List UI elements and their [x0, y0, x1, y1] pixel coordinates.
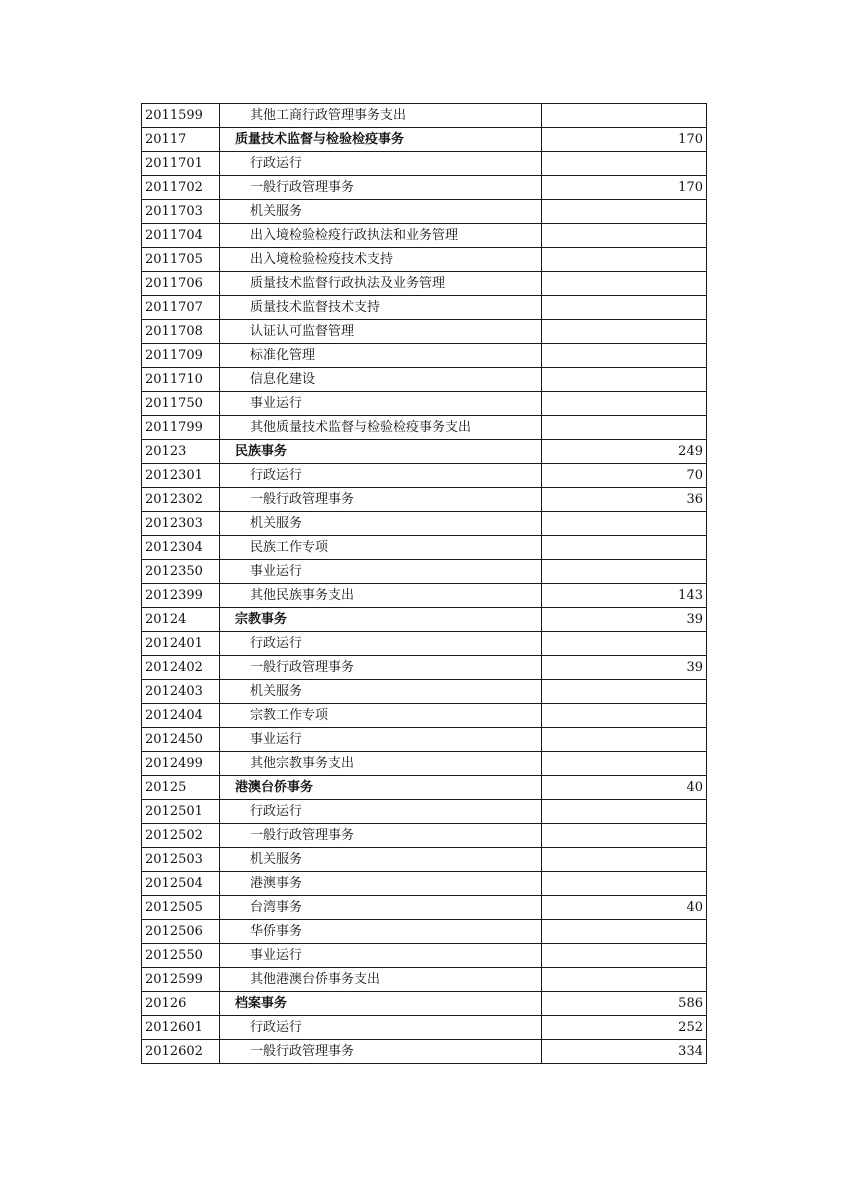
- table-row: [142, 1040, 707, 1064]
- subject-code-cell: 2012450: [142, 728, 220, 752]
- table-row: [142, 296, 707, 320]
- subject-code-cell: 2012502: [142, 824, 220, 848]
- table-row: [142, 680, 707, 704]
- table-row: [142, 560, 707, 584]
- subject-name-cell: 质量技术监督与检验检疫事务: [220, 128, 542, 152]
- amount-cell: 36: [542, 488, 707, 512]
- subject-code-cell: 2012401: [142, 632, 220, 656]
- subject-code-cell: 2012503: [142, 848, 220, 872]
- table-row: [142, 248, 707, 272]
- table-row: [142, 632, 707, 656]
- subject-name-cell: 行政运行: [220, 464, 542, 488]
- subject-code-cell: 2012303: [142, 512, 220, 536]
- table-row: [142, 872, 707, 896]
- subject-code-cell: 2011709: [142, 344, 220, 368]
- amount-cell: 40: [542, 896, 707, 920]
- subject-code-cell: 2012499: [142, 752, 220, 776]
- subject-code-cell: 2011710: [142, 368, 220, 392]
- subject-name-cell: 其他宗教事务支出: [220, 752, 542, 776]
- table-row: [142, 488, 707, 512]
- table-row: [142, 224, 707, 248]
- subject-code-cell: 2011703: [142, 200, 220, 224]
- category-row: [142, 776, 707, 800]
- table-row: [142, 416, 707, 440]
- subject-name-cell: 事业运行: [220, 728, 542, 752]
- amount-cell: 252: [542, 1016, 707, 1040]
- subject-code-cell: 2012599: [142, 968, 220, 992]
- table-row: [142, 320, 707, 344]
- amount-cell: [542, 944, 707, 968]
- subject-code-cell: 2012350: [142, 560, 220, 584]
- table-row: [142, 152, 707, 176]
- subject-code-cell: 2011702: [142, 176, 220, 200]
- amount-cell: [542, 320, 707, 344]
- table-row: [142, 896, 707, 920]
- subject-code-cell: 2012403: [142, 680, 220, 704]
- table-row: [142, 944, 707, 968]
- amount-cell: [542, 416, 707, 440]
- table-row: [142, 104, 707, 128]
- amount-cell: 170: [542, 176, 707, 200]
- amount-cell: [542, 800, 707, 824]
- subject-code-cell: 2012504: [142, 872, 220, 896]
- subject-name-cell: 宗教事务: [220, 608, 542, 632]
- subject-code-cell: 2012402: [142, 656, 220, 680]
- table-row: [142, 752, 707, 776]
- subject-name-cell: 民族事务: [220, 440, 542, 464]
- category-row: [142, 992, 707, 1016]
- subject-name-cell: 台湾事务: [220, 896, 542, 920]
- subject-code-cell: 2012550: [142, 944, 220, 968]
- subject-name-cell: 标准化管理: [220, 344, 542, 368]
- amount-cell: 586: [542, 992, 707, 1016]
- subject-code-cell: 2011799: [142, 416, 220, 440]
- subject-name-cell: 行政运行: [220, 632, 542, 656]
- subject-code-cell: 20124: [142, 608, 220, 632]
- subject-code-cell: 2012399: [142, 584, 220, 608]
- subject-name-cell: 一般行政管理事务: [220, 656, 542, 680]
- amount-cell: [542, 680, 707, 704]
- subject-name-cell: 机关服务: [220, 848, 542, 872]
- table-row: [142, 512, 707, 536]
- subject-code-cell: 2011704: [142, 224, 220, 248]
- amount-cell: [542, 536, 707, 560]
- subject-code-cell: 2012404: [142, 704, 220, 728]
- amount-cell: 143: [542, 584, 707, 608]
- table-row: [142, 968, 707, 992]
- subject-name-cell: 行政运行: [220, 800, 542, 824]
- amount-cell: [542, 296, 707, 320]
- table-row: [142, 368, 707, 392]
- amount-cell: [542, 872, 707, 896]
- table-row: [142, 728, 707, 752]
- amount-cell: 40: [542, 776, 707, 800]
- subject-name-cell: 其他港澳台侨事务支出: [220, 968, 542, 992]
- subject-name-cell: 民族工作专项: [220, 536, 542, 560]
- subject-name-cell: 出入境检验检疫技术支持: [220, 248, 542, 272]
- table-row: [142, 536, 707, 560]
- amount-cell: [542, 344, 707, 368]
- category-row: [142, 128, 707, 152]
- subject-code-cell: 20126: [142, 992, 220, 1016]
- amount-cell: 170: [542, 128, 707, 152]
- table-row: [142, 176, 707, 200]
- table-row: [142, 200, 707, 224]
- table-row: [142, 392, 707, 416]
- amount-cell: 70: [542, 464, 707, 488]
- table-row: [142, 656, 707, 680]
- subject-code-cell: 2011707: [142, 296, 220, 320]
- amount-cell: [542, 200, 707, 224]
- subject-code-cell: 20125: [142, 776, 220, 800]
- amount-cell: [542, 368, 707, 392]
- subject-name-cell: 质量技术监督行政执法及业务管理: [220, 272, 542, 296]
- subject-name-cell: 档案事务: [220, 992, 542, 1016]
- amount-cell: 334: [542, 1040, 707, 1064]
- amount-cell: [542, 560, 707, 584]
- amount-cell: 39: [542, 656, 707, 680]
- subject-code-cell: 2011706: [142, 272, 220, 296]
- amount-cell: [542, 632, 707, 656]
- amount-cell: [542, 512, 707, 536]
- budget-table-body: [142, 104, 707, 1064]
- category-row: [142, 608, 707, 632]
- subject-name-cell: 其他民族事务支出: [220, 584, 542, 608]
- subject-name-cell: 质量技术监督技术支持: [220, 296, 542, 320]
- table-row: [142, 848, 707, 872]
- subject-name-cell: 华侨事务: [220, 920, 542, 944]
- subject-name-cell: 出入境检验检疫行政执法和业务管理: [220, 224, 542, 248]
- subject-name-cell: 一般行政管理事务: [220, 176, 542, 200]
- amount-cell: [542, 104, 707, 128]
- amount-cell: [542, 824, 707, 848]
- subject-name-cell: 事业运行: [220, 392, 542, 416]
- subject-name-cell: 一般行政管理事务: [220, 824, 542, 848]
- subject-name-cell: 机关服务: [220, 512, 542, 536]
- subject-name-cell: 港澳事务: [220, 872, 542, 896]
- subject-code-cell: 20123: [142, 440, 220, 464]
- amount-cell: [542, 272, 707, 296]
- subject-name-cell: 行政运行: [220, 1016, 542, 1040]
- subject-code-cell: 2012505: [142, 896, 220, 920]
- amount-cell: [542, 224, 707, 248]
- amount-cell: [542, 848, 707, 872]
- table-row: [142, 272, 707, 296]
- amount-cell: [542, 152, 707, 176]
- subject-code-cell: 2012302: [142, 488, 220, 512]
- budget-table: [141, 103, 707, 1064]
- subject-code-cell: 2012602: [142, 1040, 220, 1064]
- subject-code-cell: 2012506: [142, 920, 220, 944]
- subject-code-cell: 2012601: [142, 1016, 220, 1040]
- table-row: [142, 584, 707, 608]
- subject-code-cell: 2011705: [142, 248, 220, 272]
- amount-cell: [542, 968, 707, 992]
- subject-code-cell: 2011599: [142, 104, 220, 128]
- amount-cell: [542, 728, 707, 752]
- table-row: [142, 704, 707, 728]
- subject-name-cell: 行政运行: [220, 152, 542, 176]
- subject-code-cell: 20117: [142, 128, 220, 152]
- subject-code-cell: 2011708: [142, 320, 220, 344]
- subject-name-cell: 信息化建设: [220, 368, 542, 392]
- subject-name-cell: 事业运行: [220, 560, 542, 584]
- amount-cell: [542, 392, 707, 416]
- amount-cell: 39: [542, 608, 707, 632]
- subject-code-cell: 2011701: [142, 152, 220, 176]
- table-row: [142, 1016, 707, 1040]
- subject-name-cell: 认证认可监督管理: [220, 320, 542, 344]
- table-row: [142, 824, 707, 848]
- table-row: [142, 344, 707, 368]
- subject-code-cell: 2012301: [142, 464, 220, 488]
- table-row: [142, 920, 707, 944]
- table-row: [142, 800, 707, 824]
- subject-code-cell: 2012304: [142, 536, 220, 560]
- subject-name-cell: 其他质量技术监督与检验检疫事务支出: [220, 416, 542, 440]
- subject-code-cell: 2011750: [142, 392, 220, 416]
- subject-name-cell: 机关服务: [220, 680, 542, 704]
- amount-cell: [542, 920, 707, 944]
- subject-code-cell: 2012501: [142, 800, 220, 824]
- subject-name-cell: 港澳台侨事务: [220, 776, 542, 800]
- subject-name-cell: 其他工商行政管理事务支出: [220, 104, 542, 128]
- amount-cell: 249: [542, 440, 707, 464]
- subject-name-cell: 宗教工作专项: [220, 704, 542, 728]
- subject-name-cell: 机关服务: [220, 200, 542, 224]
- amount-cell: [542, 704, 707, 728]
- table-row: [142, 464, 707, 488]
- amount-cell: [542, 752, 707, 776]
- category-row: [142, 440, 707, 464]
- subject-name-cell: 一般行政管理事务: [220, 488, 542, 512]
- subject-name-cell: 一般行政管理事务: [220, 1040, 542, 1064]
- amount-cell: [542, 248, 707, 272]
- subject-name-cell: 事业运行: [220, 944, 542, 968]
